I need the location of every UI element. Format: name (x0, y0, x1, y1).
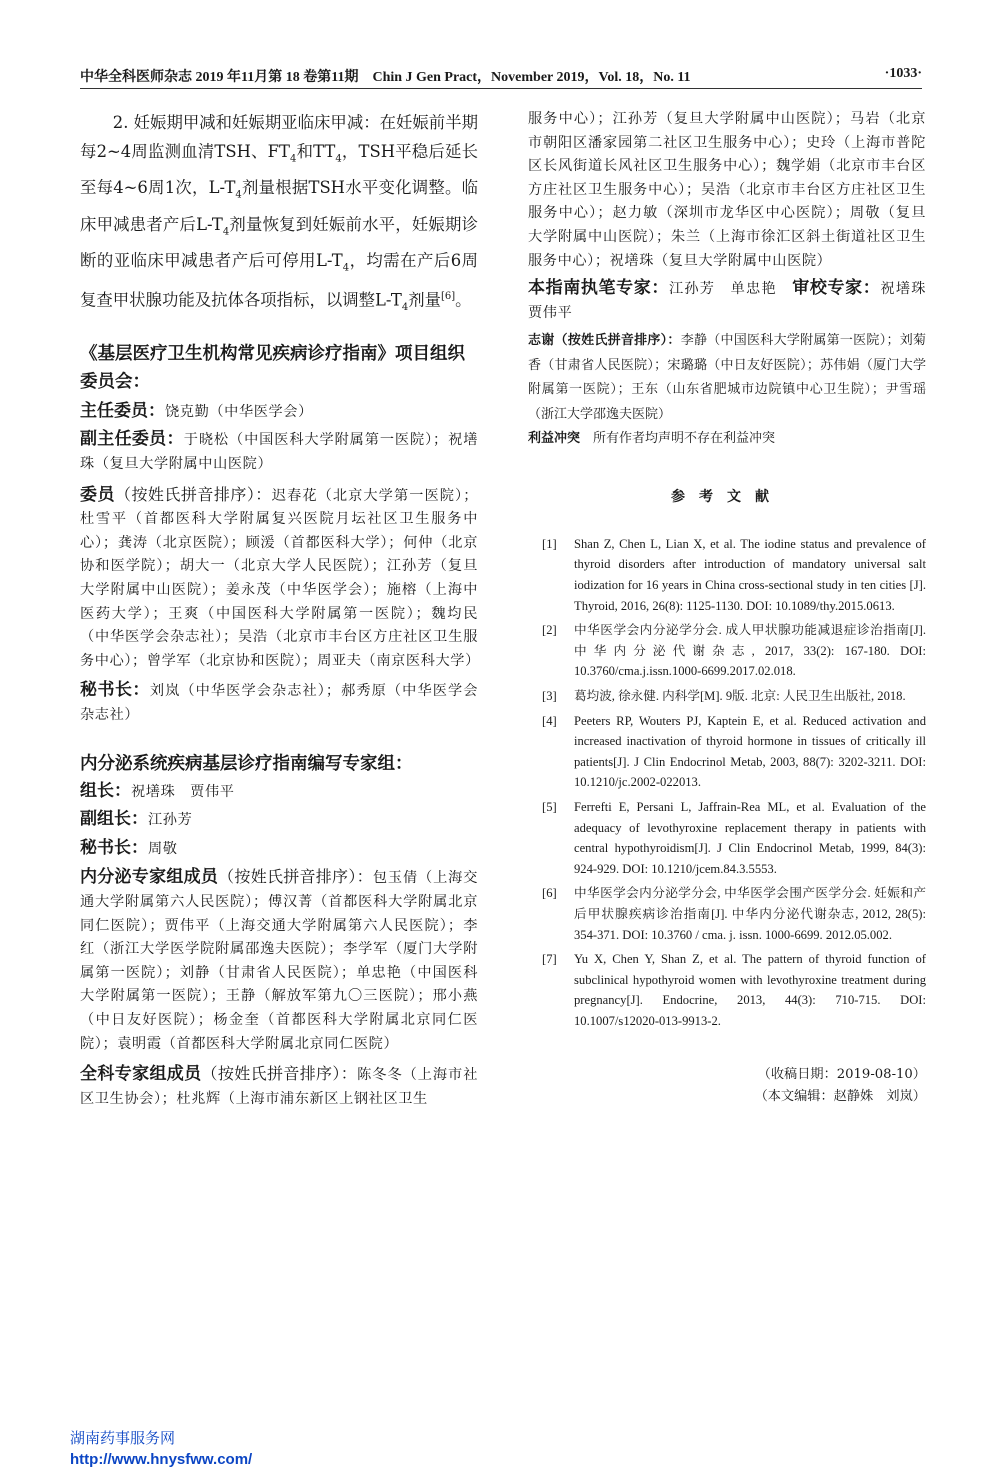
editor-line: （本文编辑：赵静姝 刘岚） (754, 1088, 926, 1104)
reference-text: Ferrefti E, Persani L, Jaffrain-Rea ML, et al. Evaluation of the adequacy of levothyroxine replacement therapy in patients with central hypothyroidism[J]. J Clin Endocrinol Metab, 1999, 84(3): 924-929. DOI: 10.1210/jcem.84.3.5553. (574, 799, 926, 876)
reference-item (528, 620, 926, 682)
gp-experts-start: 全科专家组成员（按姓氏拼音排序）：陈冬冬（上海市社区卫生协会）；杜兆辉（上海市浦东新区上钢社区卫生 (80, 1064, 478, 1107)
reference-number: [6] (542, 886, 557, 901)
references-list (528, 534, 926, 1032)
reference-number: [2] (542, 623, 557, 638)
gp-experts-continued: 服务中心）；江孙芳（复旦大学附属中山医院）；马岩（北京市朝阳区潘家园第二社区卫生服务中心）；史玲（上海市普陀区长风街道长风社区卫生服务中心）；魏学娟（北京市丰台区方庄社区卫生服务中心）；吴浩（北京市丰台区方庄社区卫生服务中心）；赵力敏（深圳市龙华区中心医院）；周敬（复旦大学附属中山医院）；朱兰（上海市徐汇区斜土街道社区卫生服务中心）；祝墡珠（复旦大学附属中山医院） (528, 111, 926, 269)
reference-item (528, 686, 926, 707)
left-column (80, 108, 478, 1111)
page-number: ·1033· (884, 66, 922, 81)
journal-citation: 中华全科医师杂志 2019 年11月第 18 卷第11期 Chin J Gen Pract，November 2019，Vol. 18，No. 11 (80, 70, 691, 85)
reference-text: Peeters RP, Wouters PJ, Kaptein E, et al. Reduced activation and increased inactivation of thyroid hormone in tissues of critically ill patients[J]. J Clin Endocrinol Metab, 2003, 88(7): 3202-3211. DOI: 10.1210/jc.2002-022013. (574, 713, 926, 790)
committee-members: 委员（按姓氏拼音排序）：迟春花（北京大学第一医院）；杜雪平（首都医科大学附属复兴医院月坛社区卫生服务中心）；龚涛（北京医院）；顾湲（首都医科大学）；何仲（北京协和医学院）；胡大一（北京大学人民医院）；江孙芳（复旦大学附属中山医院）；姜永茂（中华医学会）；施榕（上海中医药大学）；王爽（中国医科大学附属第一医院）；魏均民（中华医学会杂志社）；吴浩（北京市丰台区方庄社区卫生服务中心）；曾学军（北京协和医院）；周亚夫（南京医科大学） (80, 484, 480, 669)
running-header (80, 64, 922, 86)
group-leader: 组长：祝墡珠 贾伟平 (80, 780, 235, 801)
conflict-of-interest: 利益冲突 所有作者均声明不存在利益冲突 (528, 431, 776, 447)
site-watermark (70, 1428, 252, 1470)
references-title: 参考文献 (671, 488, 783, 505)
committee-chair: 主任委员：饶克勤（中华医学会） (80, 400, 313, 421)
reference-item (528, 883, 926, 945)
reference-text: Shan Z, Chen L, Lian X, et al. The iodine status and prevalence of thyroid disorders after introduction of mandatory universal salt iodization for 16 years in China cross-sectional study in ten cities [J]. Thyroid, 2016, 26(8): 1125-1130. DOI: 10.1089/thy.2015.0613. (574, 536, 926, 613)
committee-title: 《基层医疗卫生机构常见疾病诊疗指南》项目组织委员会： (80, 343, 465, 392)
reference-text: 葛均波, 徐永健. 内科学[M]. 9版. 北京: 人民卫生出版社, 2018. (574, 689, 906, 703)
header-rule (80, 88, 922, 89)
group-secretary: 秘书长：周敬 (80, 837, 178, 858)
received-date: （收稿日期：2019-08-10） (757, 1066, 926, 1082)
reference-item (528, 797, 926, 879)
writers-reviewers: 本指南执笔专家：江孙芳 单忠艳 审校专家：祝墡珠 贾伟平 (528, 278, 941, 321)
committee-vice-chair: 副主任委员：于晓松（中国医科大学附属第一医院）；祝墡珠（复旦大学附属中山医院） (80, 429, 478, 473)
group-vice-leader: 副组长：江孙芳 (80, 809, 193, 830)
reference-number: [5] (542, 799, 557, 814)
reference-text: 中华医学会内分泌学分会, 中华医学会围产医学分会. 妊娠和产后甲状腺疾病诊治指南[J]. 中华内分泌代谢杂志, 2012, 28(5): 354-371. DOI: 10.3760 / cma. j. issn. 1000-6699. 2012.05.002. (574, 886, 926, 942)
reference-number: [1] (542, 536, 557, 551)
reference-item (528, 534, 926, 616)
reference-item (528, 711, 926, 793)
expert-group-title: 内分泌系统疾病基层诊疗指南编写专家组： (80, 753, 413, 774)
reference-text: Yu X, Chen Y, Shan Z, et al. The pattern of thyroid function of subclinical hypothyroid women with levothyroxine treatment during pregnancy[J]. Endocrine, 2013, 44(3): 710-715. DOI: 10.1007/s12020-013-9913-2. (574, 952, 926, 1028)
committee-secretary: 秘书长：刘岚（中华医学会杂志社）；郝秀原（中华医学会杂志社） (80, 680, 479, 723)
endocrine-experts: 内分泌专家组成员（按姓氏拼音排序）：包玉倩（上海交通大学附属第六人民医院）；傅汉菁（首都医科大学附属北京同仁医院）；贾伟平（上海交通大学附属第六人民医院）；李红（浙江大学医学院附属邵逸夫医院）；李学军（厦门大学附属第一医院）；刘静（甘肃省人民医院）；单忠艳（中国医科大学附属第一医院）；王静（解放军第九〇三医院）；邢小燕（中日友好医院）；杨金奎（首都医科大学附属北京同仁医院）；袁明霞（首都医科大学附属北京同仁医院） (80, 867, 478, 1052)
paragraph-pregnancy-hypothyroidism: 2. 妊娠期甲减和妊娠期亚临床甲减：在妊娠前半期每2~4周监测血清TSH、$FT_4$和$TT_4$，TSH平稳后延长至每4~6周1次，$L-T_4$剂量根据TSH水平变化调整。临床甲减患者产后$L-T_4$剂量恢复到妊娠前水平，妊娠期诊断的亚临床甲减患者产后可停用$L-T_4$，均需在产后6周复查甲状腺功能及抗体各项指标，以调整$L-T_4$剂量[6]。 (80, 113, 478, 313)
reference-number: [4] (542, 713, 557, 728)
watermark-name: 湖南药事服务网 (70, 1429, 176, 1447)
reference-number: [3] (542, 689, 557, 703)
reference-number: [7] (542, 952, 557, 967)
reference-item (528, 949, 926, 1031)
acknowledgements: 志谢（按姓氏拼音排序）：李静（中国医科大学附属第一医院）；刘菊香（甘肃省人民医院）；宋璐璐（中日友好医院）；苏伟娟（厦门大学附属第一医院）；王东（山东省肥城市边院镇中心卫生院）；尹雪瑶（浙江大学邵逸夫医院） (528, 333, 926, 422)
reference-text: 中华医学会内分泌学分会. 成人甲状腺功能减退症诊治指南[J]. 中华内分泌代谢杂志, 2017, 33(2): 167-180. DOI: 10.3760/cma.j.issn.1000-6699.2017.02.018. (574, 623, 926, 679)
watermark-url[interactable]: http://www.hnysfww.com/ (70, 1451, 253, 1468)
right-column (528, 108, 941, 1108)
